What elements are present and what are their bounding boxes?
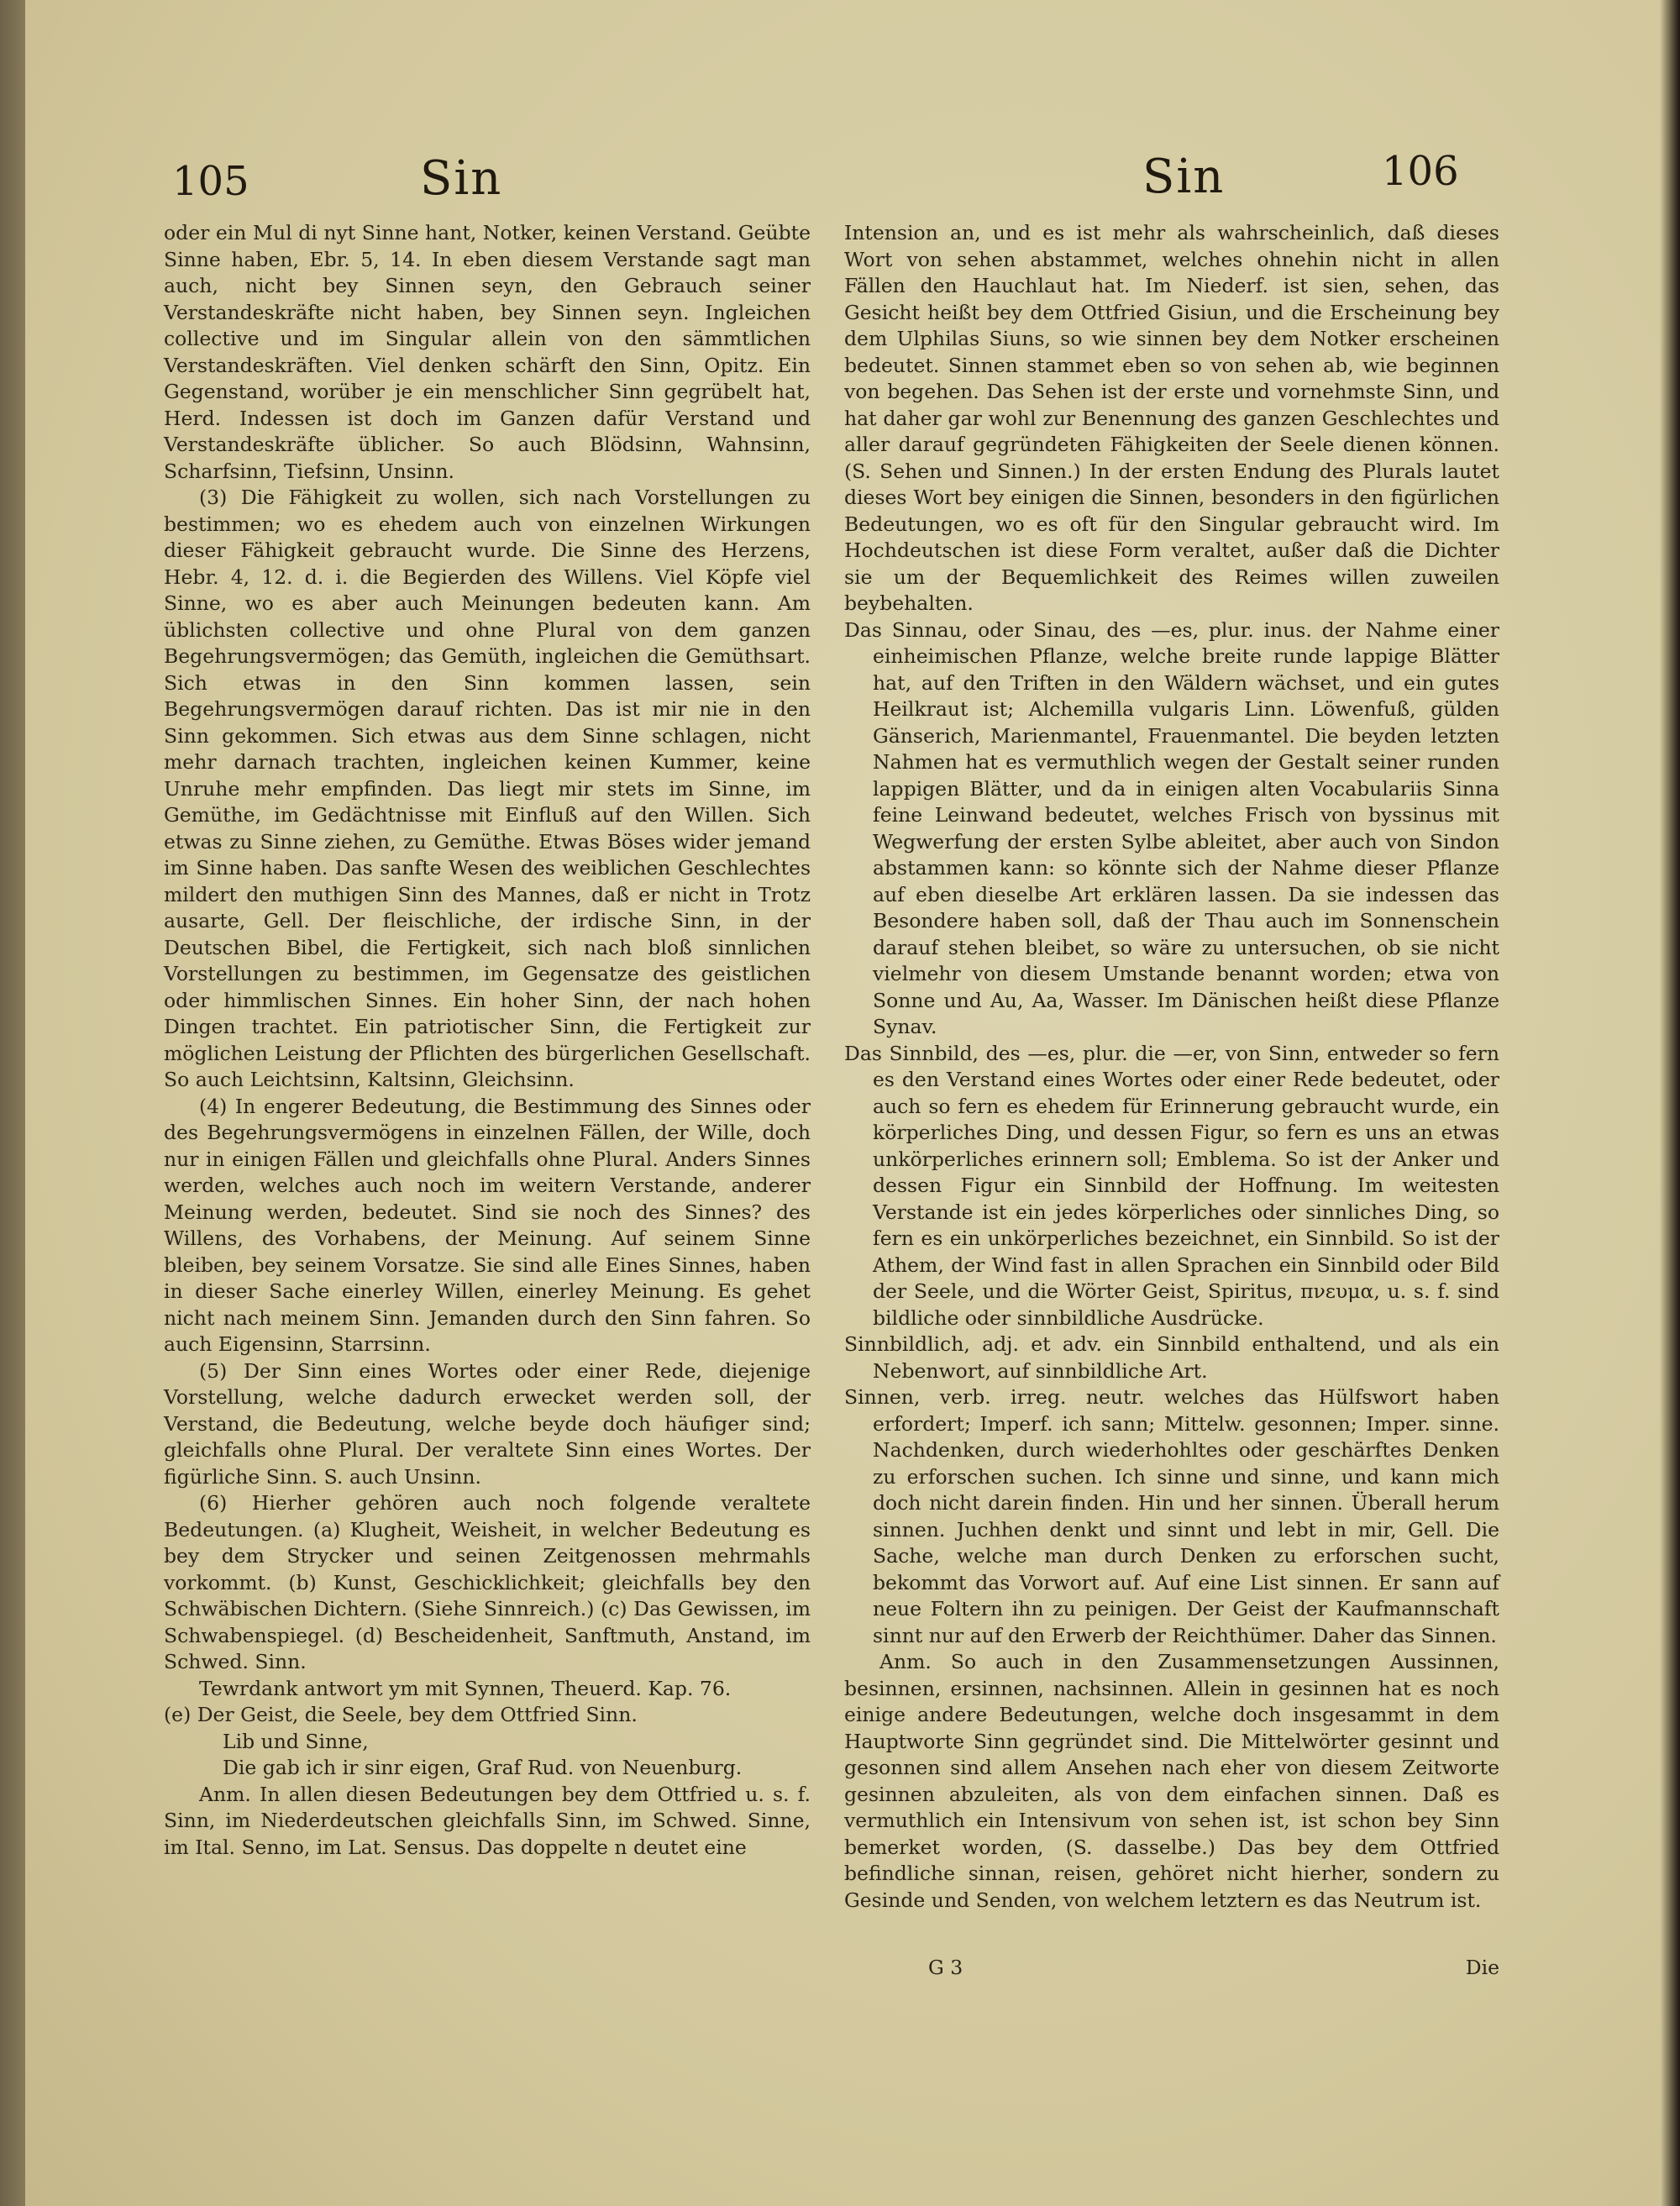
running-title-left: Sin (420, 151, 503, 206)
right-column (844, 220, 1499, 1979)
dictionary-entry: Sinnbildlich, adj. et adv. ein Sinnbild enthaltend, und als ein Nebenwort, auf sinnbildliche Art. (844, 1332, 1499, 1383)
running-title-right: Sin (1142, 150, 1226, 204)
dictionary-entry: Sinnen, verb. irreg. neutr. welches das Hülfswort haben erfordert; Imperf. ich sann; Mittelw. gesonnen; Imper. sinne. Nachdenken, durch wiederhohltes oder geschärftes Denken zu erforschen suchen. Ich sinne und sinne, und kann mich doch nicht darein finden. Hin und her sinnen. Überall herum sinnen. Juchhen denkt und sinnt und lebt in mir, Gell. Die Sache, welche man durch Denken zu erforschen sucht, bekommt das Vorwort auf. Auf eine List sinnen. Er sann auf neue Foltern ihn zu peinigen. Der Geist der Kaufmannschaft sinnt nur auf den Erwerb der Reichthümer. Daher das Sinnen. (844, 1385, 1499, 1647)
signature-mark: G 3 (928, 1955, 963, 1979)
paragraph: (4) In engerer Bedeutung, die Bestimmung des Sinnes oder des Begehrungsvermögens in einzelnen Fällen, der Wille, doch nur in einigen Fällen und gleichfalls ohne Plural. Anders Sinnes werden, welches auch noch im weitern Verstande, anderer Meinung werden, bedeutet. Sind sie noch des Sinnes? des Willens, des Vorhabens, der Meinung. Auf seinem Sinne bleiben, bey seinem Vorsatze. Sie sind alle Eines Sinnes, haben in dieser Sache einerley Willen, einerley Meinung. Es gehet nicht nach meinem Sinn. Jemanden durch den Sinn fahren. So auch Eigensinn, Starrsinn. (164, 1094, 811, 1356)
page-edge (1660, 0, 1680, 2206)
paragraph: oder ein Mul di nyt Sinne hant, Notker, keinen Verstand. Geübte Sinne haben, Ebr. 5, 14. In eben diesem Verstande sagt man auch, nicht bey Sinnen seyn, den Gebrauch seiner Verstandeskräfte nicht haben, bey Sinnen seyn. Ingleichen collective und im Singular allein von den sämmtlichen Verstandeskräften. Viel denken schärft den Sinn, Opitz. Ein Gegenstand, worüber je ein menschlicher Sinn gegrübelt hat, Herd. Indessen ist doch im Ganzen dafür Verstand und Verstandeskräfte üblicher. So auch Blödsinn, Wahnsinn, Scharfsinn, Tiefsinn, Unsinn. (164, 221, 811, 483)
catchword: Die (1465, 1955, 1499, 1979)
paragraph: Intension an, und es ist mehr als wahrscheinlich, daß dieses Wort von sehen abstammet, welches ohnehin nicht in allen Fällen den Hauchlaut hat. Im Niederf. ist sien, sehen, das Gesicht heißt bey dem Ottfried Gisiun, und die Erscheinung bey dem Ulphilas Siuns, so wie sinnen bey dem Notker erscheinen bedeutet. Sinnen stammet eben so von sehen ab, wie beginnen von begehen. Das Sehen ist der erste und vornehmste Sinn, und hat daher gar wohl zur Benennung des ganzen Geschlechtes und aller darauf gegründeten Fähigkeiten der Seele dienen können. (S. Sehen und Sinnen.) In der ersten Endung des Plurals lautet dieses Wort bey einigen die Sinnen, besonders in den figürlichen Bedeutungen, wo es oft für den Singular gebraucht wird. Im Hochdeutschen ist diese Form veraltet, außer daß die Dichter sie um der Bequemlichkeit des Reimes willen zuweilen beybehalten. (844, 221, 1499, 615)
running-header (25, 143, 1680, 218)
verse-line: Lib und Sinne, (223, 1729, 369, 1753)
quotation: Tewrdank antwort ym mit Synnen, Theuerd. Kap. 76. (199, 1676, 732, 1700)
annotation: Anm. So auch in den Zusammensetzungen Aussinnen, besinnen, ersinnen, nachsinnen. Allein in gesinnen hat es noch einige andere Bedeutungen, welche doch insgesammt in dem Hauptworte Sinn gegründet sind. Die Mittelwörter gesinnt und gesonnen sind allem Ansehen nach eher von diesem Zeitworte gesinnen abzuleiten, als von dem einfachen sinnen. Daß es vermuthlich ein Intensivum von sehen ist, ist schon bey Sinn bemerket worden, (S. dasselbe.) Das bey dem Ottfried befindliche sinnan, reisen, gehöret nicht hierher, sondern zu Gesinde und Senden, von welchem letztern es das Neutrum ist. (844, 1650, 1499, 1912)
dictionary-entry: Das Sinnbild, des —es, plur. die —er, von Sinn, entweder so fern es den Verstand eines Wortes oder einer Rede bedeutet, oder auch so fern es ehedem für Erinnerung gebraucht wurde, ein körperliches Ding, und dessen Figur, so fern es uns an etwas unkörperliches erinnern soll; Emblema. So ist der Anker und dessen Figur ein Sinnbild der Hoffnung. Im weitesten Verstande ist ein jedes körperliches oder sinnliches Ding, so fern es ein unkörperliches bezeichnet, ein Sinnbild. So ist der Athem, der Wind fast in allen Sprachen ein Sinnbild oder Bild der Seele, und die Wörter Geist, Spiritus, πνευμα, u. s. f. sind bildliche oder sinnbildliche Ausdrücke. (844, 1041, 1499, 1330)
paragraph: (6) Hierher gehören auch noch folgende veraltete Bedeutungen. (a) Klugheit, Weisheit, in welcher Bedeutung es bey dem Strycker und seinen Zeitgenossen mehrmahls vorkommt. (b) Kunst, Geschicklichkeit; gleichfalls bey den Schwäbischen Dichtern. (Siehe Sinnreich.) (c) Das Gewissen, im Schwabenspiegel. (d) Bescheidenheit, Sanftmuth, Anstand, im Schwed. Sinn. (164, 1491, 811, 1673)
book-page (25, 0, 1680, 2206)
page-number-right: 106 (1382, 148, 1459, 195)
page-footer (844, 1914, 1499, 1979)
dictionary-entry: Das Sinnau, oder Sinau, des —es, plur. inus. der Nahme einer einheimischen Pflanze, welche breite runde lappige Blätter hat, auf den Triften in den Wäldern wächset, und ein gutes Heilkraut ist; Alchemilla vulgaris Linn. Löwenfuß, gülden Gänserich, Marienmantel, Frauenmantel. Die beyden letzten Nahmen hat es vermuthlich wegen der Gestalt seiner runden lappigen Blätter, und da in einigen alten Vocabulariis Sinna feine Leinwand bedeutet, welches Frisch von byssinus mit Wegwerfung der ersten Sylbe ableitet, aber auch von Sindon abstammen kann: so könnte sich der Nahme dieser Pflanze auf eben dieselbe Art erklären lassen. Da sie indessen das Besondere haben soll, daß der Thau auch im Sonnenschein darauf stehen bleibet, so wäre zu untersuchen, ob sie nicht vielmehr von diesem Umstande benannt worden; etwa von Sonne und Au, Aa, Wasser. Im Dänischen heißt diese Pflanze Synav. (844, 617, 1499, 1038)
paragraph: (3) Die Fähigkeit zu wollen, sich nach Vorstellungen zu bestimmen; wo es ehedem auch von einzelnen Wirkungen dieser Fähigkeit gebraucht wurde. Die Sinne des Herzens, Hebr. 4, 12. d. i. die Begierden des Willens. Viel Köpfe viel Sinne, wo es aber auch Meinungen bedeuten kann. Am üblichsten collective und ohne Plural von dem ganzen Begehrungsvermögen; das Gemüth, ingleichen die Gemüthsart. Sich etwas in den Sinn kommen lassen, sein Begehrungsvermögen darauf richten. Das ist mir nie in den Sinn gekommen. Sich etwas aus dem Sinne schlagen, nicht mehr darnach trachten, ingleichen keinen Kummer, keine Unruhe mehr empfinden. Das liegt mir stets im Sinne, im Gemüthe, im Gedächtnisse mit Einfluß auf den Willen. Sich etwas zu Sinne ziehen, zu Gemüthe. Etwas Böses wider jemand im Sinne haben. Das sanfte Wesen des weiblichen Geschlechtes mildert den muthigen Sinn des Mannes, daß er nicht in Trotz ausarte, Gell. Der fleischliche, der irdische Sinn, in der Deutschen Bibel, die Fertigkeit, sich nach bloß sinnlichen Vorstellungen zu bestimmen, im Gegensatze des geistlichen oder himmlischen Sinnes. Ein hoher Sinn, der nach hohen Dingen trachtet. Ein patriotischer Sinn, die Fertigkeit zur möglichen Leistung der Pflichten des bürgerlichen Gesellschaft. So auch Leichtsinn, Kaltsinn, Gleichsinn. (164, 486, 811, 1091)
paragraph: (5) Der Sinn eines Wortes oder einer Rede, diejenige Vorstellung, welche dadurch erwecket werden soll, der Verstand, die Bedeutung, welche beyde doch häufiger sind; gleichfalls ohne Plural. Der veraltete Sinn eines Wortes. Der figürliche Sinn. S. auch Unsinn. (164, 1358, 811, 1489)
page-number-left: 105 (172, 158, 249, 205)
paragraph: (e) Der Geist, die Seele, bey dem Ottfried Sinn. (164, 1703, 638, 1726)
annotation: Anm. In allen diesen Bedeutungen bey dem Ottfried u. s. f. Sinn, im Niederdeutschen gleichfalls Sinn, im Schwed. Sinne, im Ital. Senno, im Lat. Sensus. Das doppelte n deutet eine (164, 1782, 811, 1859)
left-column (164, 220, 811, 1861)
verse-line: Die gab ich ir sinr eigen, Graf Rud. von Neuenburg. (223, 1756, 743, 1779)
